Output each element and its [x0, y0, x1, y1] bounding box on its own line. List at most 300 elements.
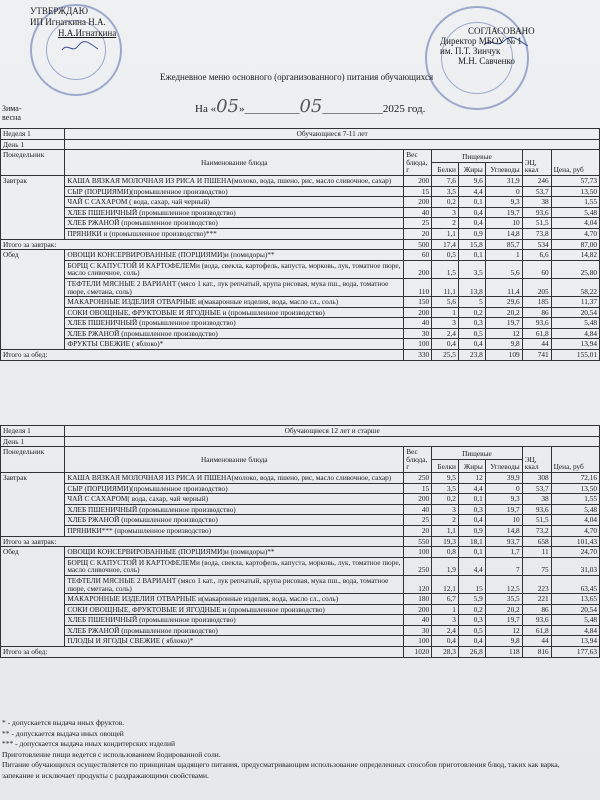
total-kcal: 658 — [522, 536, 551, 547]
dish-carbs: 0 — [485, 186, 522, 197]
dish-fat: 0,1 — [458, 547, 485, 558]
total-weight: 550 — [404, 536, 432, 547]
table-row — [1, 278, 600, 296]
dish-fat: 0,1 — [458, 197, 485, 208]
dish-kcal: 205 — [522, 278, 551, 296]
total-price: 155,01 — [551, 350, 599, 361]
dish-protein: 12,1 — [432, 575, 459, 593]
nutrients-header: Пищевые — [432, 150, 523, 163]
dish-carbs: 19,7 — [485, 615, 522, 626]
total-protein: 25,5 — [432, 350, 459, 361]
dish-weight: 200 — [404, 197, 432, 208]
protein-header: Белки — [432, 163, 459, 176]
dish-protein: 2,4 — [432, 625, 459, 636]
blank-cell — [65, 139, 600, 150]
dish-weight: 100 — [404, 339, 432, 350]
dish-protein: 7,6 — [432, 175, 459, 186]
dish-price: 25,80 — [551, 260, 599, 278]
dish-name: ХЛЕБ ПШЕНИЧНЫЙ (промышленное производство) — [65, 207, 404, 218]
dish-protein: 3 — [432, 615, 459, 626]
dish-price: 5,48 — [551, 615, 599, 626]
dish-header: Наименование блюда — [65, 150, 404, 176]
table-row — [1, 547, 600, 558]
dish-price: 1,55 — [551, 197, 599, 208]
dish-protein: 0,4 — [432, 636, 459, 647]
dish-name: СОКИ ОВОЩНЫЕ, ФРУКТОВЫЕ И ЯГОДНЫЕ и (промышленное производство) — [65, 604, 404, 615]
table-row — [1, 604, 600, 615]
season-label: Зима-весна — [2, 104, 22, 122]
dish-weight: 30 — [404, 625, 432, 636]
dish-fat: 4,4 — [458, 557, 485, 575]
dish-price: 4,04 — [551, 515, 599, 526]
dish-carbs: 12 — [485, 625, 522, 636]
meal-label: Обед — [1, 250, 65, 350]
dish-kcal: 44 — [522, 339, 551, 350]
total-kcal: 741 — [522, 350, 551, 361]
table-row — [1, 197, 600, 208]
dish-kcal: 308 — [522, 472, 551, 483]
dish-fat: 0,1 — [458, 494, 485, 505]
total-fat: 26,8 — [458, 647, 485, 658]
total-carbs: 118 — [485, 647, 522, 658]
dish-kcal: 61,8 — [522, 625, 551, 636]
table-row — [1, 525, 600, 536]
dish-kcal: 60 — [522, 260, 551, 278]
dish-carbs: 19,7 — [485, 504, 522, 515]
footnote: Приготовление пищи ведется с использованием йодированной соли. — [2, 749, 221, 759]
dish-price: 13,50 — [551, 483, 599, 494]
dish-price: 11,37 — [551, 297, 599, 308]
dish-protein: 3 — [432, 318, 459, 329]
dish-kcal: 221 — [522, 594, 551, 605]
table-row — [1, 175, 600, 186]
dish-kcal: 53,7 — [522, 186, 551, 197]
dish-fat: 0,9 — [458, 228, 485, 239]
footnote: *** - допускается выдача иных кондитерских изделий — [2, 739, 176, 748]
dish-price: 4,70 — [551, 525, 599, 536]
table-row — [1, 186, 600, 197]
dish-protein: 1,1 — [432, 525, 459, 536]
table-row — [1, 557, 600, 575]
dish-weight: 150 — [404, 297, 432, 308]
dish-fat: 4,4 — [458, 483, 485, 494]
dish-kcal: 185 — [522, 297, 551, 308]
dish-weight: 200 — [404, 260, 432, 278]
total-carbs: 109 — [485, 350, 522, 361]
dish-weight: 180 — [404, 594, 432, 605]
dish-protein: 9,5 — [432, 472, 459, 483]
dish-fat: 5 — [458, 297, 485, 308]
dish-price: 20,54 — [551, 604, 599, 615]
dish-name: ОВОЩИ КОНСЕРВИРОВАННЫЕ (ПОРЦИЯМИ)и (помидоры)** — [65, 547, 404, 558]
table-row — [1, 129, 600, 140]
dish-name: ФРУКТЫ СВЕЖИЕ ( яблоко)* — [65, 339, 404, 350]
dish-kcal: 51,5 — [522, 218, 551, 229]
agreement-school: им. П.Т. Зинчук — [440, 46, 501, 56]
dish-weight: 40 — [404, 615, 432, 626]
table-row — [1, 515, 600, 526]
dish-kcal: 73,2 — [522, 525, 551, 536]
dish-carbs: 5,6 — [485, 260, 522, 278]
dish-fat: 12 — [458, 472, 485, 483]
dish-weight: 40 — [404, 318, 432, 329]
agreement-position: Директор МБОУ № 1 — [440, 36, 522, 46]
dish-protein: 0,4 — [432, 339, 459, 350]
dish-fat: 0,4 — [458, 515, 485, 526]
dish-carbs: 20,2 — [485, 307, 522, 318]
dish-protein: 3,5 — [432, 186, 459, 197]
total-carbs: 85,7 — [485, 239, 522, 250]
dish-fat: 13,8 — [458, 278, 485, 296]
nutrients-header: Пищевые — [432, 447, 523, 460]
table-row — [1, 260, 600, 278]
dish-fat: 0,5 — [458, 625, 485, 636]
approval-signer: Н.А.Игнаткина — [58, 28, 117, 38]
dish-name: ПРЯНИКИ и (промышленное производство)*** — [65, 228, 404, 239]
dish-name: СОКИ ОВОЩНЫЕ, ФРУКТОВЫЕ И ЯГОДНЫЕ и (промышленное производство) — [65, 307, 404, 318]
table-row — [1, 625, 600, 636]
dish-carbs: 12,5 — [485, 575, 522, 593]
table-row — [1, 328, 600, 339]
dish-fat: 4,4 — [458, 186, 485, 197]
dish-fat: 0,2 — [458, 604, 485, 615]
dish-name: МАКАРОННЫЕ ИЗДЕЛИЯ ОТВАРНЫЕ и(макаронные изделия, вода, масло сл., соль) — [65, 594, 404, 605]
dish-weight: 60 — [404, 250, 432, 261]
dish-fat: 0,4 — [458, 207, 485, 218]
table-row — [1, 447, 600, 460]
dish-name: ТЕФТЕЛИ МЯСНЫЕ 2 ВАРИАНТ (мясо 1 кат., лук репчатый, крупа рисовая, мука пш., вода, томатное пюре, сметана, соль) — [65, 575, 404, 593]
table-row — [1, 307, 600, 318]
dish-fat: 0,4 — [458, 218, 485, 229]
dish-protein: 2,4 — [432, 328, 459, 339]
dish-carbs: 35,5 — [485, 594, 522, 605]
carbs-header: Углеводы — [485, 460, 522, 473]
dish-carbs: 7 — [485, 557, 522, 575]
total-price: 87,00 — [551, 239, 599, 250]
total-label: Итого за обед: — [1, 647, 404, 658]
dish-weight: 200 — [404, 175, 432, 186]
dish-kcal: 86 — [522, 307, 551, 318]
dish-price: 5,48 — [551, 318, 599, 329]
table-row — [1, 207, 600, 218]
dish-name: ХЛЕБ РЖАНОЙ (промышленное производство) — [65, 515, 404, 526]
dish-weight: 110 — [404, 278, 432, 296]
dish-protein: 2 — [432, 515, 459, 526]
week-label: Неделя 1 — [1, 129, 65, 140]
dish-name: СЫР (ПОРЦИЯМИ)(промышленное производство) — [65, 186, 404, 197]
dish-price: 5,48 — [551, 207, 599, 218]
dish-kcal: 75 — [522, 557, 551, 575]
menu-date: На «05»__________05___________2025 год. — [195, 96, 426, 117]
table-row — [1, 297, 600, 308]
dish-fat: 0,3 — [458, 318, 485, 329]
dish-fat: 3,5 — [458, 260, 485, 278]
dish-price: 4,70 — [551, 228, 599, 239]
dish-fat: 0,4 — [458, 339, 485, 350]
menu-table-7-11 — [0, 128, 600, 361]
dish-protein: 0,2 — [432, 197, 459, 208]
dish-price: 4,84 — [551, 625, 599, 636]
dish-protein: 5,6 — [432, 297, 459, 308]
dish-name: МАКАРОННЫЕ ИЗДЕЛИЯ ОТВАРНЫЕ и(макаронные изделия, вода, масло сл., соль) — [65, 297, 404, 308]
dish-price: 20,54 — [551, 307, 599, 318]
dish-carbs: 29,6 — [485, 297, 522, 308]
dish-name: ПРЯНИКИ*** (промышленное производство) — [65, 525, 404, 536]
dish-fat: 5,9 — [458, 594, 485, 605]
total-weight: 1020 — [404, 647, 432, 658]
dish-kcal: 61,8 — [522, 328, 551, 339]
dish-carbs: 14,8 — [485, 525, 522, 536]
kcal-header: ЭЦ, ккал — [522, 447, 551, 473]
dish-fat: 9,6 — [458, 175, 485, 186]
dish-weight: 15 — [404, 483, 432, 494]
dish-carbs: 1,7 — [485, 547, 522, 558]
dish-name: ХЛЕБ РЖАНОЙ (промышленное производство) — [65, 328, 404, 339]
table-row — [1, 350, 600, 361]
dish-carbs: 10 — [485, 218, 522, 229]
protein-header: Белки — [432, 460, 459, 473]
dish-weight: 40 — [404, 504, 432, 515]
footnote: Питание обучающихся осуществляется по принципам щадящего питания, предусматривающим использование определенных способов приготовления блюд, таких как варка, запекание и исключает продукты с раздражающими свойствами. — [2, 760, 560, 780]
total-label: Итого за завтрак: — [1, 536, 404, 547]
dish-protein: 3,5 — [432, 483, 459, 494]
dish-kcal: 93,6 — [522, 615, 551, 626]
fat-header: Жиры — [458, 460, 485, 473]
dish-fat: 0,1 — [458, 250, 485, 261]
dish-kcal: 223 — [522, 575, 551, 593]
dish-kcal: 51,5 — [522, 515, 551, 526]
dish-name: ТЕФТЕЛИ МЯСНЫЕ 2 ВАРИАНТ (мясо 1 кат., лук репчатый, крупа рисовая, мука пш., вода, томатное пюре, сметана, соль) — [65, 278, 404, 296]
table-row — [1, 139, 600, 150]
table-row — [1, 250, 600, 261]
total-kcal: 816 — [522, 647, 551, 658]
table-row — [1, 575, 600, 593]
table-row — [1, 594, 600, 605]
table-row — [1, 436, 600, 447]
agreement-signer: М.Н. Савченко — [458, 56, 515, 66]
dish-carbs: 14,8 — [485, 228, 522, 239]
dish-carbs: 9,8 — [485, 339, 522, 350]
table-row — [1, 339, 600, 350]
total-weight: 330 — [404, 350, 432, 361]
dish-name: ЧАЙ С САХАРОМ( вода, сахар, чай черный) — [65, 494, 404, 505]
table-row — [1, 483, 600, 494]
table-row — [1, 615, 600, 626]
group-label: Обучающиеся 12 лет и старше — [65, 426, 600, 437]
total-protein: 28,3 — [432, 647, 459, 658]
footnotes — [2, 718, 592, 781]
weight-header: Вес блюда, г — [404, 447, 432, 473]
dish-weight: 30 — [404, 328, 432, 339]
dish-protein: 1,9 — [432, 557, 459, 575]
dish-weight: 100 — [404, 636, 432, 647]
dish-carbs: 1 — [485, 250, 522, 261]
approval-org: ИП Игнаткина Н.А. — [30, 17, 106, 27]
dish-weight: 200 — [404, 604, 432, 615]
dish-fat: 0,5 — [458, 328, 485, 339]
dish-protein: 6,7 — [432, 594, 459, 605]
dish-kcal: 93,6 — [522, 318, 551, 329]
dish-fat: 0,3 — [458, 615, 485, 626]
agreement-title: СОГЛАСОВАНО — [468, 26, 535, 36]
dish-carbs: 9,3 — [485, 494, 522, 505]
dish-kcal: 93,6 — [522, 504, 551, 515]
weekday-label: Понедельник — [1, 150, 65, 176]
total-kcal: 534 — [522, 239, 551, 250]
dish-weight: 40 — [404, 207, 432, 218]
dish-fat: 0,9 — [458, 525, 485, 536]
dish-protein: 3 — [432, 207, 459, 218]
dish-protein: 1,1 — [432, 228, 459, 239]
dish-price: 13,65 — [551, 594, 599, 605]
dish-protein: 3 — [432, 504, 459, 515]
total-carbs: 93,7 — [485, 536, 522, 547]
table-row — [1, 218, 600, 229]
total-price: 177,63 — [551, 647, 599, 658]
dish-name: ХЛЕБ ПШЕНИЧНЫЙ (промышленное производство) — [65, 318, 404, 329]
date-day: 05 — [216, 96, 239, 117]
dish-protein: 1 — [432, 307, 459, 318]
dish-name: ХЛЕБ ПШЕНИЧНЫЙ (промышленное производство) — [65, 615, 404, 626]
dish-price: 24,70 — [551, 547, 599, 558]
dish-kcal: 53,7 — [522, 483, 551, 494]
dish-price: 57,73 — [551, 175, 599, 186]
total-protein: 17,4 — [432, 239, 459, 250]
dish-price: 4,84 — [551, 328, 599, 339]
agreement-block — [440, 26, 535, 66]
dish-carbs: 12 — [485, 328, 522, 339]
signature-left — [60, 40, 100, 54]
carbs-header: Углеводы — [485, 163, 522, 176]
dish-carbs: 9,8 — [485, 636, 522, 647]
dish-carbs: 9,3 — [485, 197, 522, 208]
dish-protein: 2 — [432, 218, 459, 229]
dish-price: 13,94 — [551, 636, 599, 647]
dish-price: 58,22 — [551, 278, 599, 296]
table-row — [1, 228, 600, 239]
date-month: 05 — [299, 96, 323, 117]
dish-kcal: 86 — [522, 604, 551, 615]
table-row — [1, 504, 600, 515]
blank-cell — [65, 436, 600, 447]
table-row — [1, 150, 600, 163]
dish-price: 72,16 — [551, 472, 599, 483]
meal-label: Завтрак — [1, 175, 65, 239]
dish-protein: 0,2 — [432, 494, 459, 505]
kcal-header: ЭЦ, ккал — [522, 150, 551, 176]
dish-kcal: 6,6 — [522, 250, 551, 261]
table-row — [1, 647, 600, 658]
dish-name: ПЛОДЫ И ЯГОДЫ СВЕЖИЕ ( яблоко)* — [65, 636, 404, 647]
dish-fat: 0,3 — [458, 504, 485, 515]
table-row — [1, 472, 600, 483]
table-row — [1, 636, 600, 647]
dish-carbs: 0 — [485, 483, 522, 494]
dish-protein: 0,8 — [432, 547, 459, 558]
dish-kcal: 11 — [522, 547, 551, 558]
dish-fat: 0,2 — [458, 307, 485, 318]
table-row — [1, 239, 600, 250]
dish-weight: 100 — [404, 547, 432, 558]
weight-header: Вес блюда, г — [404, 150, 432, 176]
table-row — [1, 536, 600, 547]
approval-title: УТВЕРЖДАЮ — [30, 6, 89, 16]
dish-name: ЧАЙ С САХАРОМ ( вода, сахар, чай черный) — [65, 197, 404, 208]
dish-carbs: 19,7 — [485, 318, 522, 329]
dish-weight: 15 — [404, 186, 432, 197]
total-fat: 15,8 — [458, 239, 485, 250]
dish-carbs: 11,4 — [485, 278, 522, 296]
dish-weight: 200 — [404, 307, 432, 318]
day-label: День 1 — [1, 436, 65, 447]
dish-price: 63,45 — [551, 575, 599, 593]
total-weight: 500 — [404, 239, 432, 250]
dish-name: БОРЩ С КАПУСТОЙ И КАРТОФЕЛЕМи (вода, свекла, картофель, капуста, морковь, лук, томатное пюре, масло сливочное, соль) — [65, 557, 404, 575]
dish-name: ОВОЩИ КОНСЕРВИРОВАННЫЕ (ПОРЦИЯМИ)и (помидоры)** — [65, 250, 404, 261]
dish-price: 4,04 — [551, 218, 599, 229]
table-row — [1, 426, 600, 437]
dish-name: БОРЩ С КАПУСТОЙ И КАРТОФЕЛЕМи (вода, свекла, картофель, капуста, морковь, лук, томатное пюре, масло сливочное, соль) — [65, 260, 404, 278]
dish-fat: 0,4 — [458, 636, 485, 647]
dish-name: ХЛЕБ РЖАНОЙ (промышленное производство) — [65, 625, 404, 636]
meal-label: Завтрак — [1, 472, 65, 536]
weekday-label: Понедельник — [1, 447, 65, 473]
dish-kcal: 93,6 — [522, 207, 551, 218]
dish-price: 31,03 — [551, 557, 599, 575]
price-header: Цена, руб — [551, 447, 599, 473]
dish-carbs: 31,9 — [485, 175, 522, 186]
dish-weight: 25 — [404, 515, 432, 526]
dish-kcal: 38 — [522, 197, 551, 208]
dish-carbs: 19,7 — [485, 207, 522, 218]
dish-weight: 20 — [404, 228, 432, 239]
dish-weight: 250 — [404, 557, 432, 575]
dish-protein: 1 — [432, 604, 459, 615]
meal-label: Обед — [1, 547, 65, 647]
dish-carbs: 39,9 — [485, 472, 522, 483]
dish-carbs: 20,2 — [485, 604, 522, 615]
table-row — [1, 494, 600, 505]
total-protein: 19,3 — [432, 536, 459, 547]
dish-weight: 25 — [404, 218, 432, 229]
dish-weight: 250 — [404, 472, 432, 483]
total-label: Итого за обед: — [1, 350, 404, 361]
dish-weight: 200 — [404, 494, 432, 505]
dish-protein: 0,5 — [432, 250, 459, 261]
footnote: * - допускается выдача иных фруктов. — [2, 718, 125, 727]
day-label: День 1 — [1, 139, 65, 150]
page-title: Ежедневное меню основного (организованного) питания обучающихся — [160, 72, 434, 82]
total-fat: 23,8 — [458, 350, 485, 361]
dish-kcal: 246 — [522, 175, 551, 186]
dish-protein: 11,1 — [432, 278, 459, 296]
dish-price: 14,82 — [551, 250, 599, 261]
dish-name: КАША ВЯЗКАЯ МОЛОЧНАЯ ИЗ РИСА И ПШЕНА(молоко, вода, пшено, рис, масло сливочное, сахар) — [65, 472, 404, 483]
dish-weight: 120 — [404, 575, 432, 593]
price-header: Цена, руб — [551, 150, 599, 176]
dish-protein: 1,5 — [432, 260, 459, 278]
week-label: Неделя 1 — [1, 426, 65, 437]
dish-price: 5,48 — [551, 504, 599, 515]
dish-kcal: 38 — [522, 494, 551, 505]
dish-name: ХЛЕБ ПШЕНИЧНЫЙ (промышленное производство) — [65, 504, 404, 515]
dish-price: 13,94 — [551, 339, 599, 350]
dish-name: СЫР (ПОРЦИЯМИ)(промышленное производство) — [65, 483, 404, 494]
dish-fat: 15 — [458, 575, 485, 593]
approval-block — [30, 6, 116, 39]
dish-price: 1,55 — [551, 494, 599, 505]
dish-name: КАША ВЯЗКАЯ МОЛОЧНАЯ ИЗ РИСА И ПШЕНА(молоко, вода, пшено, рис, масло сливочное, сахар) — [65, 175, 404, 186]
